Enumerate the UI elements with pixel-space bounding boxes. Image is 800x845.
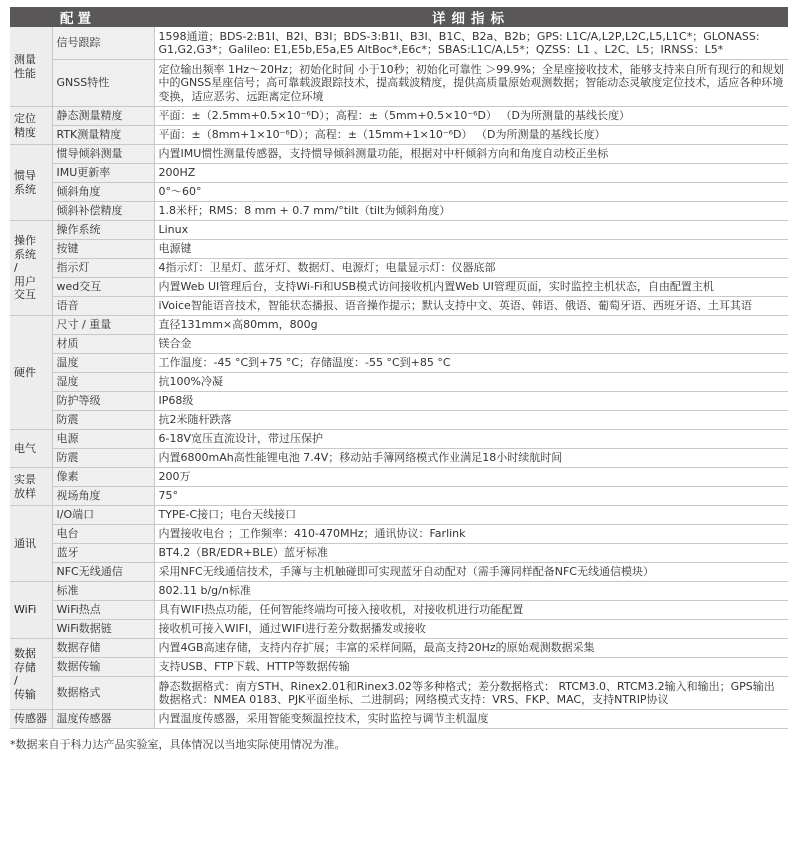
spec-value: 内置温度传感器，采用智能变频温控技术，实时监控与调节主机温度 — [154, 710, 788, 729]
spec-value: 平面：±（2.5mm+0.5×10⁻⁶D）；高程：±（5mm+0.5×10⁻⁶D） （D为所测量的基线长度） — [154, 107, 788, 126]
spec-label: 倾斜补偿精度 — [52, 202, 154, 221]
spec-label: 数据存储 — [52, 639, 154, 658]
spec-label: 电台 — [52, 525, 154, 544]
spec-value: 内置4GB高速存储，支持内存扩展；丰富的采样间隔，最高支持20Hz的原始观测数据采集 — [154, 639, 788, 658]
spec-label: RTK测量精度 — [52, 126, 154, 145]
category-cell — [10, 107, 52, 145]
spec-label: 防震 — [52, 449, 154, 468]
table-row — [10, 563, 788, 582]
table-row — [10, 27, 788, 60]
spec-label: 静态测量精度 — [52, 107, 154, 126]
table-row — [10, 278, 788, 297]
category-cell — [10, 582, 52, 639]
category-cell — [10, 710, 52, 729]
spec-value: 支持USB、FTP下载、HTTP等数据传输 — [154, 658, 788, 677]
spec-value: 内置接收电台 ；工作频率：410-470MHz；通讯协议：Farlink — [154, 525, 788, 544]
spec-label: 温度 — [52, 354, 154, 373]
spec-value: 静态数据格式：南方STH、Rinex2.01和Rinex3.02等多种格式；差分数据格式： RTCM3.0、RTCM3.2输入和输出；GPS输出数据格式：NMEA 0183、PJK平面坐标、二进制码；网络模式支持：VRS、FKP、MAC，支持NTRIP协议 — [154, 677, 788, 710]
spec-label: 数据传输 — [52, 658, 154, 677]
spec-label: 倾斜角度 — [52, 183, 154, 202]
category-label: 电气 — [14, 441, 36, 455]
category-cell — [10, 316, 52, 430]
spec-value: 内置6800mAh高性能锂电池 7.4V；移动站手簿网络模式作业满足18小时续航时间 — [154, 449, 788, 468]
table-row — [10, 710, 788, 729]
spec-value: 75° — [154, 487, 788, 506]
spec-label: WiFi数据链 — [52, 620, 154, 639]
table-row — [10, 145, 788, 164]
table-row — [10, 221, 788, 240]
table-row — [10, 392, 788, 411]
spec-value: 抗100%冷凝 — [154, 373, 788, 392]
spec-value: 802.11 b/g/n标准 — [154, 582, 788, 601]
table-row — [10, 411, 788, 430]
spec-value: 具有WIFI热点功能，任何智能终端均可接入接收机，对接收机进行功能配置 — [154, 601, 788, 620]
spec-label: WiFi热点 — [52, 601, 154, 620]
spec-value: 内置Web UI管理后台，支持Wi-Fi和USB模式访问接收机内置Web UI管理页面，实时监控主机状态，自由配置主机 — [154, 278, 788, 297]
table-row — [10, 202, 788, 221]
spec-value: 平面：±（8mm+1×10⁻⁶D）；高程：±（15mm+1×10⁻⁶D） （D为所测量的基线长度） — [154, 126, 788, 145]
category-cell — [10, 221, 52, 316]
category-label: 定位 精度 — [14, 112, 36, 139]
table-row — [10, 373, 788, 392]
spec-value: 内置IMU惯性测量传感器，支持惯导倾斜测量功能，根据对中杆倾斜方向和角度自动校正坐标 — [154, 145, 788, 164]
table-row — [10, 582, 788, 601]
spec-label: 温度传感器 — [52, 710, 154, 729]
table-header — [10, 7, 788, 27]
table-row — [10, 297, 788, 316]
category-label: 通讯 — [14, 536, 36, 550]
spec-value: BT4.2（BR/EDR+BLE）蓝牙标准 — [154, 544, 788, 563]
header-detail: 详细指标 — [154, 7, 788, 27]
spec-value: IP68级 — [154, 392, 788, 411]
spec-label: 标准 — [52, 582, 154, 601]
table-row — [10, 487, 788, 506]
spec-value: 镁合金 — [154, 335, 788, 354]
category-cell — [10, 468, 52, 506]
spec-value: 4指示灯：卫星灯、蓝牙灯、数据灯、电源灯；电量显示灯：仪器底部 — [154, 259, 788, 278]
table-row — [10, 677, 788, 710]
spec-label: 数据格式 — [52, 677, 154, 710]
spec-label: 电源 — [52, 430, 154, 449]
table-row — [10, 525, 788, 544]
spec-label: 语音 — [52, 297, 154, 316]
table-row — [10, 506, 788, 525]
category-label: 数据 存储 / 传输 — [14, 647, 36, 701]
table-row — [10, 164, 788, 183]
spec-label: 湿度 — [52, 373, 154, 392]
spec-label: 惯导倾斜测量 — [52, 145, 154, 164]
table-row — [10, 240, 788, 259]
table-row — [10, 430, 788, 449]
category-label: 实景 放样 — [14, 473, 36, 500]
spec-label: 指示灯 — [52, 259, 154, 278]
spec-body — [10, 27, 788, 729]
table-row — [10, 259, 788, 278]
table-row — [10, 658, 788, 677]
table-row — [10, 60, 788, 107]
category-cell — [10, 145, 52, 221]
spec-label: 信号跟踪 — [52, 27, 154, 60]
spec-sheet — [10, 0, 788, 752]
table-row — [10, 620, 788, 639]
spec-table — [10, 7, 788, 729]
spec-label: NFC无线通信 — [52, 563, 154, 582]
category-label: 惯导 系统 — [14, 169, 36, 196]
category-cell — [10, 430, 52, 468]
header-config: 配置 — [10, 7, 154, 27]
spec-label: 按键 — [52, 240, 154, 259]
table-row — [10, 639, 788, 658]
table-row — [10, 183, 788, 202]
spec-label: IMU更新率 — [52, 164, 154, 183]
spec-label: 材质 — [52, 335, 154, 354]
spec-label: 视场角度 — [52, 487, 154, 506]
spec-label: 防震 — [52, 411, 154, 430]
category-cell — [10, 639, 52, 710]
spec-value: 6-18V宽压直流设计，带过压保护 — [154, 430, 788, 449]
spec-value: 采用NFC无线通信技术，手簿与主机触碰即可实现蓝牙自动配对（需手簿同样配备NFC无线通信模块） — [154, 563, 788, 582]
spec-value: 200万 — [154, 468, 788, 487]
spec-value: Linux — [154, 221, 788, 240]
category-label: WiFi — [14, 603, 37, 617]
spec-label: I/O端口 — [52, 506, 154, 525]
spec-label: 像素 — [52, 468, 154, 487]
table-row — [10, 107, 788, 126]
spec-label: 防护等级 — [52, 392, 154, 411]
footnote: *数据来自于科力达产品实验室，具体情况以当地实际使用情况为准。 — [10, 738, 346, 751]
spec-value: 工作温度：-45 °C到+75 °C；存储温度：-55 °C到+85 °C — [154, 354, 788, 373]
spec-value: 直径131mm×高80mm，800g — [154, 316, 788, 335]
category-label: 硬件 — [14, 365, 36, 379]
spec-value: TYPE-C接口；电台天线接口 — [154, 506, 788, 525]
spec-value: iVoice智能语音技术，智能状态播报、语音操作提示；默认支持中文、英语、韩语、俄语、葡萄牙语、西班牙语、土耳其语 — [154, 297, 788, 316]
spec-value: 抗2米随杆跌落 — [154, 411, 788, 430]
category-label: 操作 系统 / 用户 交互 — [14, 234, 36, 302]
spec-value: 接收机可接入WIFI，通过WIFI进行差分数据播发或接收 — [154, 620, 788, 639]
category-label: 测量 性能 — [14, 53, 36, 80]
table-row — [10, 316, 788, 335]
spec-label: 蓝牙 — [52, 544, 154, 563]
spec-label: GNSS特性 — [52, 60, 154, 107]
category-cell — [10, 27, 52, 107]
category-label: 传感器 — [14, 712, 47, 726]
table-row — [10, 468, 788, 487]
table-row — [10, 335, 788, 354]
table-row — [10, 544, 788, 563]
spec-value: 200HZ — [154, 164, 788, 183]
spec-value: 电源键 — [154, 240, 788, 259]
spec-value: 0°～60° — [154, 183, 788, 202]
spec-label: wed交互 — [52, 278, 154, 297]
table-row — [10, 601, 788, 620]
table-row — [10, 126, 788, 145]
table-row — [10, 354, 788, 373]
spec-label: 操作系统 — [52, 221, 154, 240]
spec-label: 尺寸 / 重量 — [52, 316, 154, 335]
spec-value: 定位输出频率 1Hz～20Hz；初始化时间 小于10秒；初始化可靠性 ＞99.9%；全星座接收技术，能够支持来自所有现行的和规划中的GNSS星座信号；高可靠载波跟踪技术，提高载波精度，提供高质量原始观测数据；智能动态灵敏度定位技术，适应各种环境变换，适应恶劣、远距离定位环境 — [154, 60, 788, 107]
spec-value: 1.8米杆；RMS：8 mm + 0.7 mm/°tilt（tilt为倾斜角度） — [154, 202, 788, 221]
spec-value: 1598通道；BDS-2:B1I、B2I、B3I；BDS-3:B1I、B3I、B1C、B2a、B2b；GPS: L1C/A,L2P,L2C,L5,L1C*；GLONASS: G1,G2,G3*；Galileo: E1,E5b,E5a,E5 AltBoc*,E6c*；SBAS:L1C/A,L5*；QZSS：L1 、L2C、L5；IRNSS：L5* — [154, 27, 788, 60]
category-cell — [10, 506, 52, 582]
table-row — [10, 449, 788, 468]
